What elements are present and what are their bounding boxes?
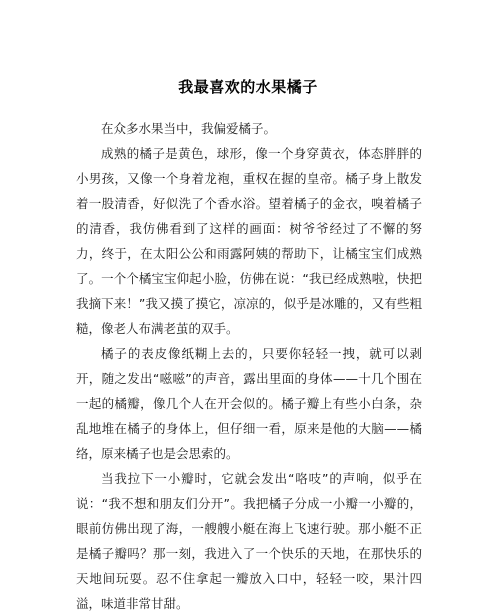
- document-title: 我最喜欢的水果橘子: [178, 78, 318, 96]
- paragraph-appearance: 成熟的橘子是黄色，球形，像一个身穿黄衣，体态胖胖的小男孩，又像一个身着龙袍，重权在握的皇帝。橘子身上散发着一股清香，好似洗了个香水浴。望着橘子的金衣，嗅着橘子的清香，我仿佛看到了这样的画面：树爷爷经过了不懈的努力，终于，在太阳公公和雨露阿姨的帮助下，让橘宝宝们成熟了。一个个橘宝宝仰起小脸，仿佛在说：“我已经成熟啦，快把我摘下来！”我又摸了摸它，凉凉的，似乎是冰雕的，又有些粗糙，像老人布满老茧的双手。: [76, 146, 422, 336]
- paragraph-taste: 当我拉下一小瓣时，它就会发出“咯吱”的声响，似乎在说：“我不想和朋友们分开”。我把橘子分成一小瓣一小瓣的，眼前仿佛出现了海，一艘艘小艇在海上飞速行驶。那小艇不正是橘子瓣吗？那一刻，我进入了一个快乐的天地，在那快乐的天地间玩耍。忍不住拿起一瓣放入口中，轻轻一咬，果汁四溢，味道非常甘甜。: [76, 471, 422, 611]
- document-body: [76, 116, 422, 616]
- paragraph-peel: 橘子的表皮像纸糊上去的，只要你轻轻一拽，就可以剥开，随之发出“嗞嗞”的声音，露出里面的身体——十几个围在一起的橘瓣，像几个人在开会似的。橘子瓣上有些小白条，杂乱地堆在橘子的身体上，但仔细一看，原来是他的大脑——橘络，原来橘子也是会思索的。: [76, 346, 422, 461]
- paragraph-intro: 在众多水果当中，我偏爱橘子。: [101, 121, 277, 136]
